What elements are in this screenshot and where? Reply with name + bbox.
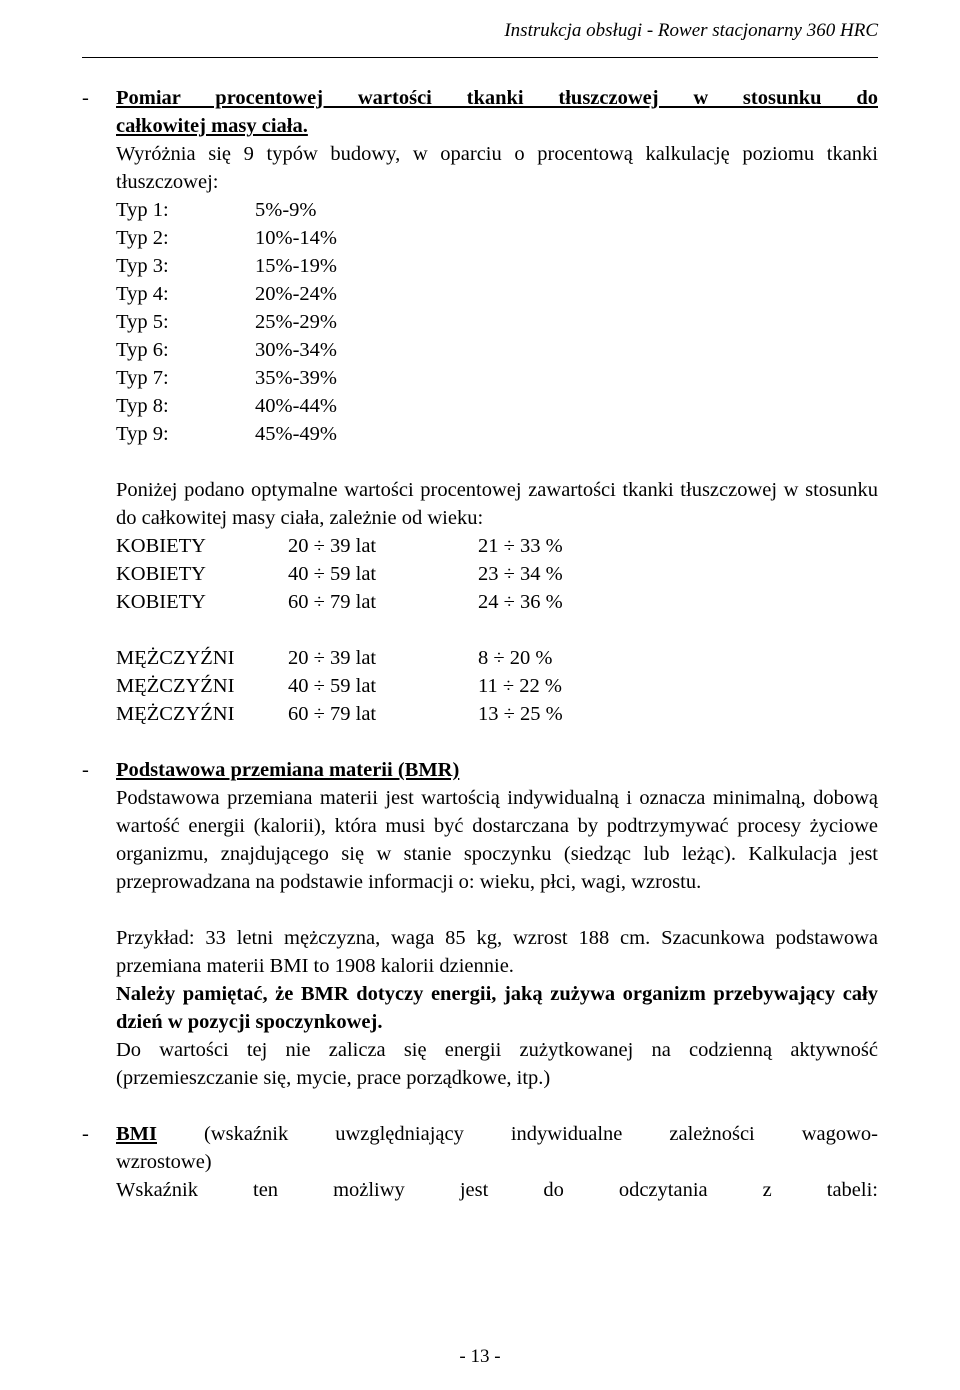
fat-range: 23 ÷ 34 % <box>478 563 563 585</box>
age-range: 20 ÷ 39 lat <box>288 647 377 669</box>
bmr-description-paragraph: Podstawowa przemiana materii jest wartością indywidualną i oznacza minimalną, dobową wartość energii (kalorii), która musi być dostarczana by podtrzymywać procesy życiowe organizmu, znajdującego się w stanie spoczynku (siedząc lub leżąc). Kalkulacja jest przeprowadzana na podstawie informacji o: wieku, płci, wagi, wzrostu. <box>116 787 878 893</box>
fat-type-range: 5%-9% <box>255 199 317 221</box>
bmi-intro-word: ten <box>253 1179 279 1201</box>
fat-type-range: 35%-39% <box>255 367 337 389</box>
fat-type-row <box>116 308 878 336</box>
list-dash: - <box>82 1123 89 1145</box>
fat-type-label: Typ 5: <box>116 311 169 333</box>
fat-type-range: 45%-49% <box>255 423 337 445</box>
page-header-title: Instrukcja obsługi - Rower stacjonarny 360 HRC <box>504 20 878 41</box>
fat-range: 24 ÷ 36 % <box>478 591 563 613</box>
fat-type-label: Typ 3: <box>116 255 169 277</box>
fat-type-label: Typ 2: <box>116 227 169 249</box>
fat-type-label: Typ 9: <box>116 423 169 445</box>
fat-type-row <box>116 364 878 392</box>
age-range: 60 ÷ 79 lat <box>288 591 377 613</box>
fat-type-label: Typ 4: <box>116 283 169 305</box>
bmr-note-bold: Należy pamiętać, że BMR dotyczy energii, jaką zużywa organizm przebywający cały dzień w pozycji spoczynkowej. <box>116 983 878 1033</box>
bmi-description-line2: wzrostowe) <box>116 1151 212 1173</box>
section-body-fat <box>82 84 878 728</box>
section-heading: BMI <box>116 1123 157 1145</box>
women-ranges-list <box>116 532 878 616</box>
fat-type-range: 20%-24% <box>255 283 337 305</box>
bmi-intro-word: z <box>762 1179 772 1201</box>
fat-type-range: 10%-14% <box>255 227 337 249</box>
age-range: 40 ÷ 59 lat <box>288 675 377 697</box>
fat-range: 8 ÷ 20 % <box>478 647 553 669</box>
fat-range: 21 ÷ 33 % <box>478 535 563 557</box>
age-range: 20 ÷ 39 lat <box>288 535 377 557</box>
bmr-example-paragraph: Przykład: 33 letni mężczyzna, waga 85 kg, wzrost 188 cm. Szacunkowa podstawowa przemiana materii BMI to 1908 kalorii dziennie. <box>116 927 878 977</box>
group-label: MĘŻCZYŹNI <box>116 703 235 725</box>
group-label: MĘŻCZYŹNI <box>116 647 235 669</box>
group-label: KOBIETY <box>116 535 206 557</box>
fat-type-row <box>116 420 878 448</box>
group-label: KOBIETY <box>116 563 206 585</box>
fat-type-row <box>116 224 878 252</box>
bmi-intro-word: Wskaźnik <box>116 1179 198 1201</box>
fat-type-label: Typ 7: <box>116 367 169 389</box>
page-number: - 13 - <box>459 1346 501 1367</box>
men-ranges-list <box>116 644 878 728</box>
fat-range: 11 ÷ 22 % <box>478 675 562 697</box>
bmi-intro-word: jest <box>459 1179 489 1201</box>
section-bmr <box>82 756 878 1092</box>
fat-type-row <box>116 392 878 420</box>
fat-type-range: 25%-29% <box>255 311 337 333</box>
fat-type-row <box>116 196 878 224</box>
list-dash: - <box>82 759 89 781</box>
fat-type-range: 30%-34% <box>255 339 337 361</box>
women-range-row <box>116 588 878 616</box>
men-range-row <box>116 700 878 728</box>
age-range: 40 ÷ 59 lat <box>288 563 377 585</box>
fat-types-list <box>116 196 878 448</box>
women-range-row <box>116 560 878 588</box>
fat-type-row <box>116 252 878 280</box>
bmi-intro-word: odczytania <box>618 1179 708 1201</box>
section-heading: Podstawowa przemiana materii (BMR) <box>116 759 460 781</box>
fat-type-label: Typ 1: <box>116 199 169 221</box>
fat-type-range: 40%-44% <box>255 395 337 417</box>
section-heading-line2: całkowitej masy ciała. <box>116 115 308 137</box>
women-range-row <box>116 532 878 560</box>
group-label: KOBIETY <box>116 591 206 613</box>
fat-type-label: Typ 6: <box>116 339 169 361</box>
men-range-row <box>116 672 878 700</box>
bmi-intro-word: możliwy <box>333 1179 405 1201</box>
bmi-intro-word: do <box>543 1179 564 1201</box>
group-label: MĘŻCZYŹNI <box>116 675 235 697</box>
fat-intro-paragraph: Wyróżnia się 9 typów budowy, w oparciu o procentową kalkulację poziomu tkanki tłuszczowej: <box>116 143 878 193</box>
page-content <box>82 84 878 1204</box>
optimal-intro-paragraph: Poniżej podano optymalne wartości procentowej zawartości tkanki tłuszczowej w stosunku do całkowitej masy ciała, zależnie od wieku: <box>116 479 878 529</box>
bmi-intro-word: tabeli: <box>826 1179 878 1201</box>
bmi-table-intro <box>116 1176 878 1204</box>
fat-type-label: Typ 8: <box>116 395 169 417</box>
section-heading-line1: Pomiar procentowej wartości tkanki tłuszczowej w stosunku do <box>116 87 878 109</box>
section-bmi <box>82 1120 878 1204</box>
fat-type-row <box>116 336 878 364</box>
fat-type-row <box>116 280 878 308</box>
fat-type-range: 15%-19% <box>255 255 337 277</box>
bmi-description-line1: (wskaźnik uwzględniający indywidualne zależności wagowo- <box>203 1123 879 1145</box>
fat-range: 13 ÷ 25 % <box>478 703 563 725</box>
age-range: 60 ÷ 79 lat <box>288 703 377 725</box>
list-dash: - <box>82 87 89 109</box>
header-rule <box>82 57 878 58</box>
men-range-row <box>116 644 878 672</box>
bmr-note-paragraph: Do wartości tej nie zalicza się energii zużytkowanej na codzienną aktywność (przemieszczanie się, mycie, prace porządkowe, itp.) <box>116 1039 878 1089</box>
